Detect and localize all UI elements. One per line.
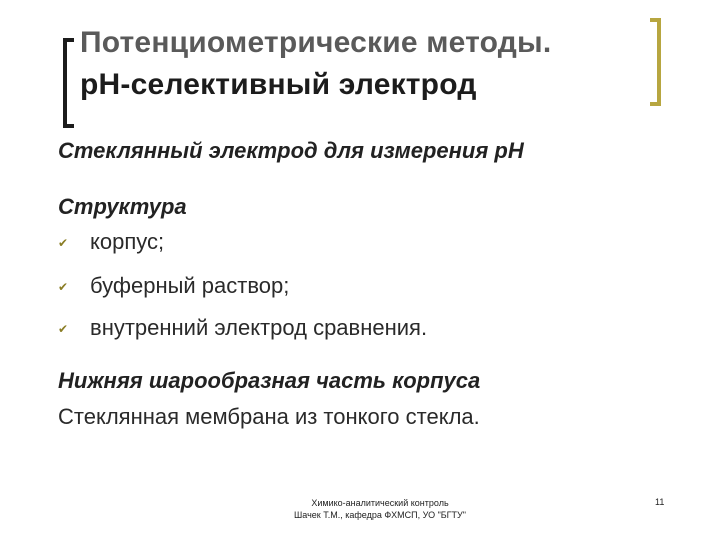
title-line-2: рН-селективный электрод xyxy=(80,68,477,101)
slide-title xyxy=(80,22,645,106)
structure-heading: Структура xyxy=(58,194,187,219)
footer-line-2: Шачек Т.М., кафедра ФХМСП, УО "БГТУ" xyxy=(294,510,466,520)
list-item xyxy=(58,272,289,300)
list-item-label: внутренний электрод сравнения. xyxy=(90,315,428,340)
page-number: 11 xyxy=(655,497,665,507)
list-item xyxy=(58,314,427,342)
lower-heading: Нижняя шарообразная часть корпуса xyxy=(58,368,481,393)
footer xyxy=(230,497,530,521)
list-item xyxy=(58,228,164,256)
checkmark-bullet-icon: ✔ xyxy=(58,236,69,250)
title-line-1: Потенциометрические методы. xyxy=(80,26,552,59)
subtitle: Стеклянный электрод для измерения рН xyxy=(58,138,524,163)
list-item-label: буферный раствор; xyxy=(90,273,290,298)
checkmark-bullet-icon: ✔ xyxy=(58,280,69,294)
lower-text: Стеклянная мембрана из тонкого стекла. xyxy=(58,404,480,429)
footer-line-1: Химико-аналитический контроль xyxy=(311,498,449,508)
title-bracket-right xyxy=(650,18,661,106)
title-bracket-left xyxy=(63,38,74,128)
list-item-label: корпус; xyxy=(90,229,165,254)
checkmark-bullet-icon: ✔ xyxy=(58,322,69,336)
